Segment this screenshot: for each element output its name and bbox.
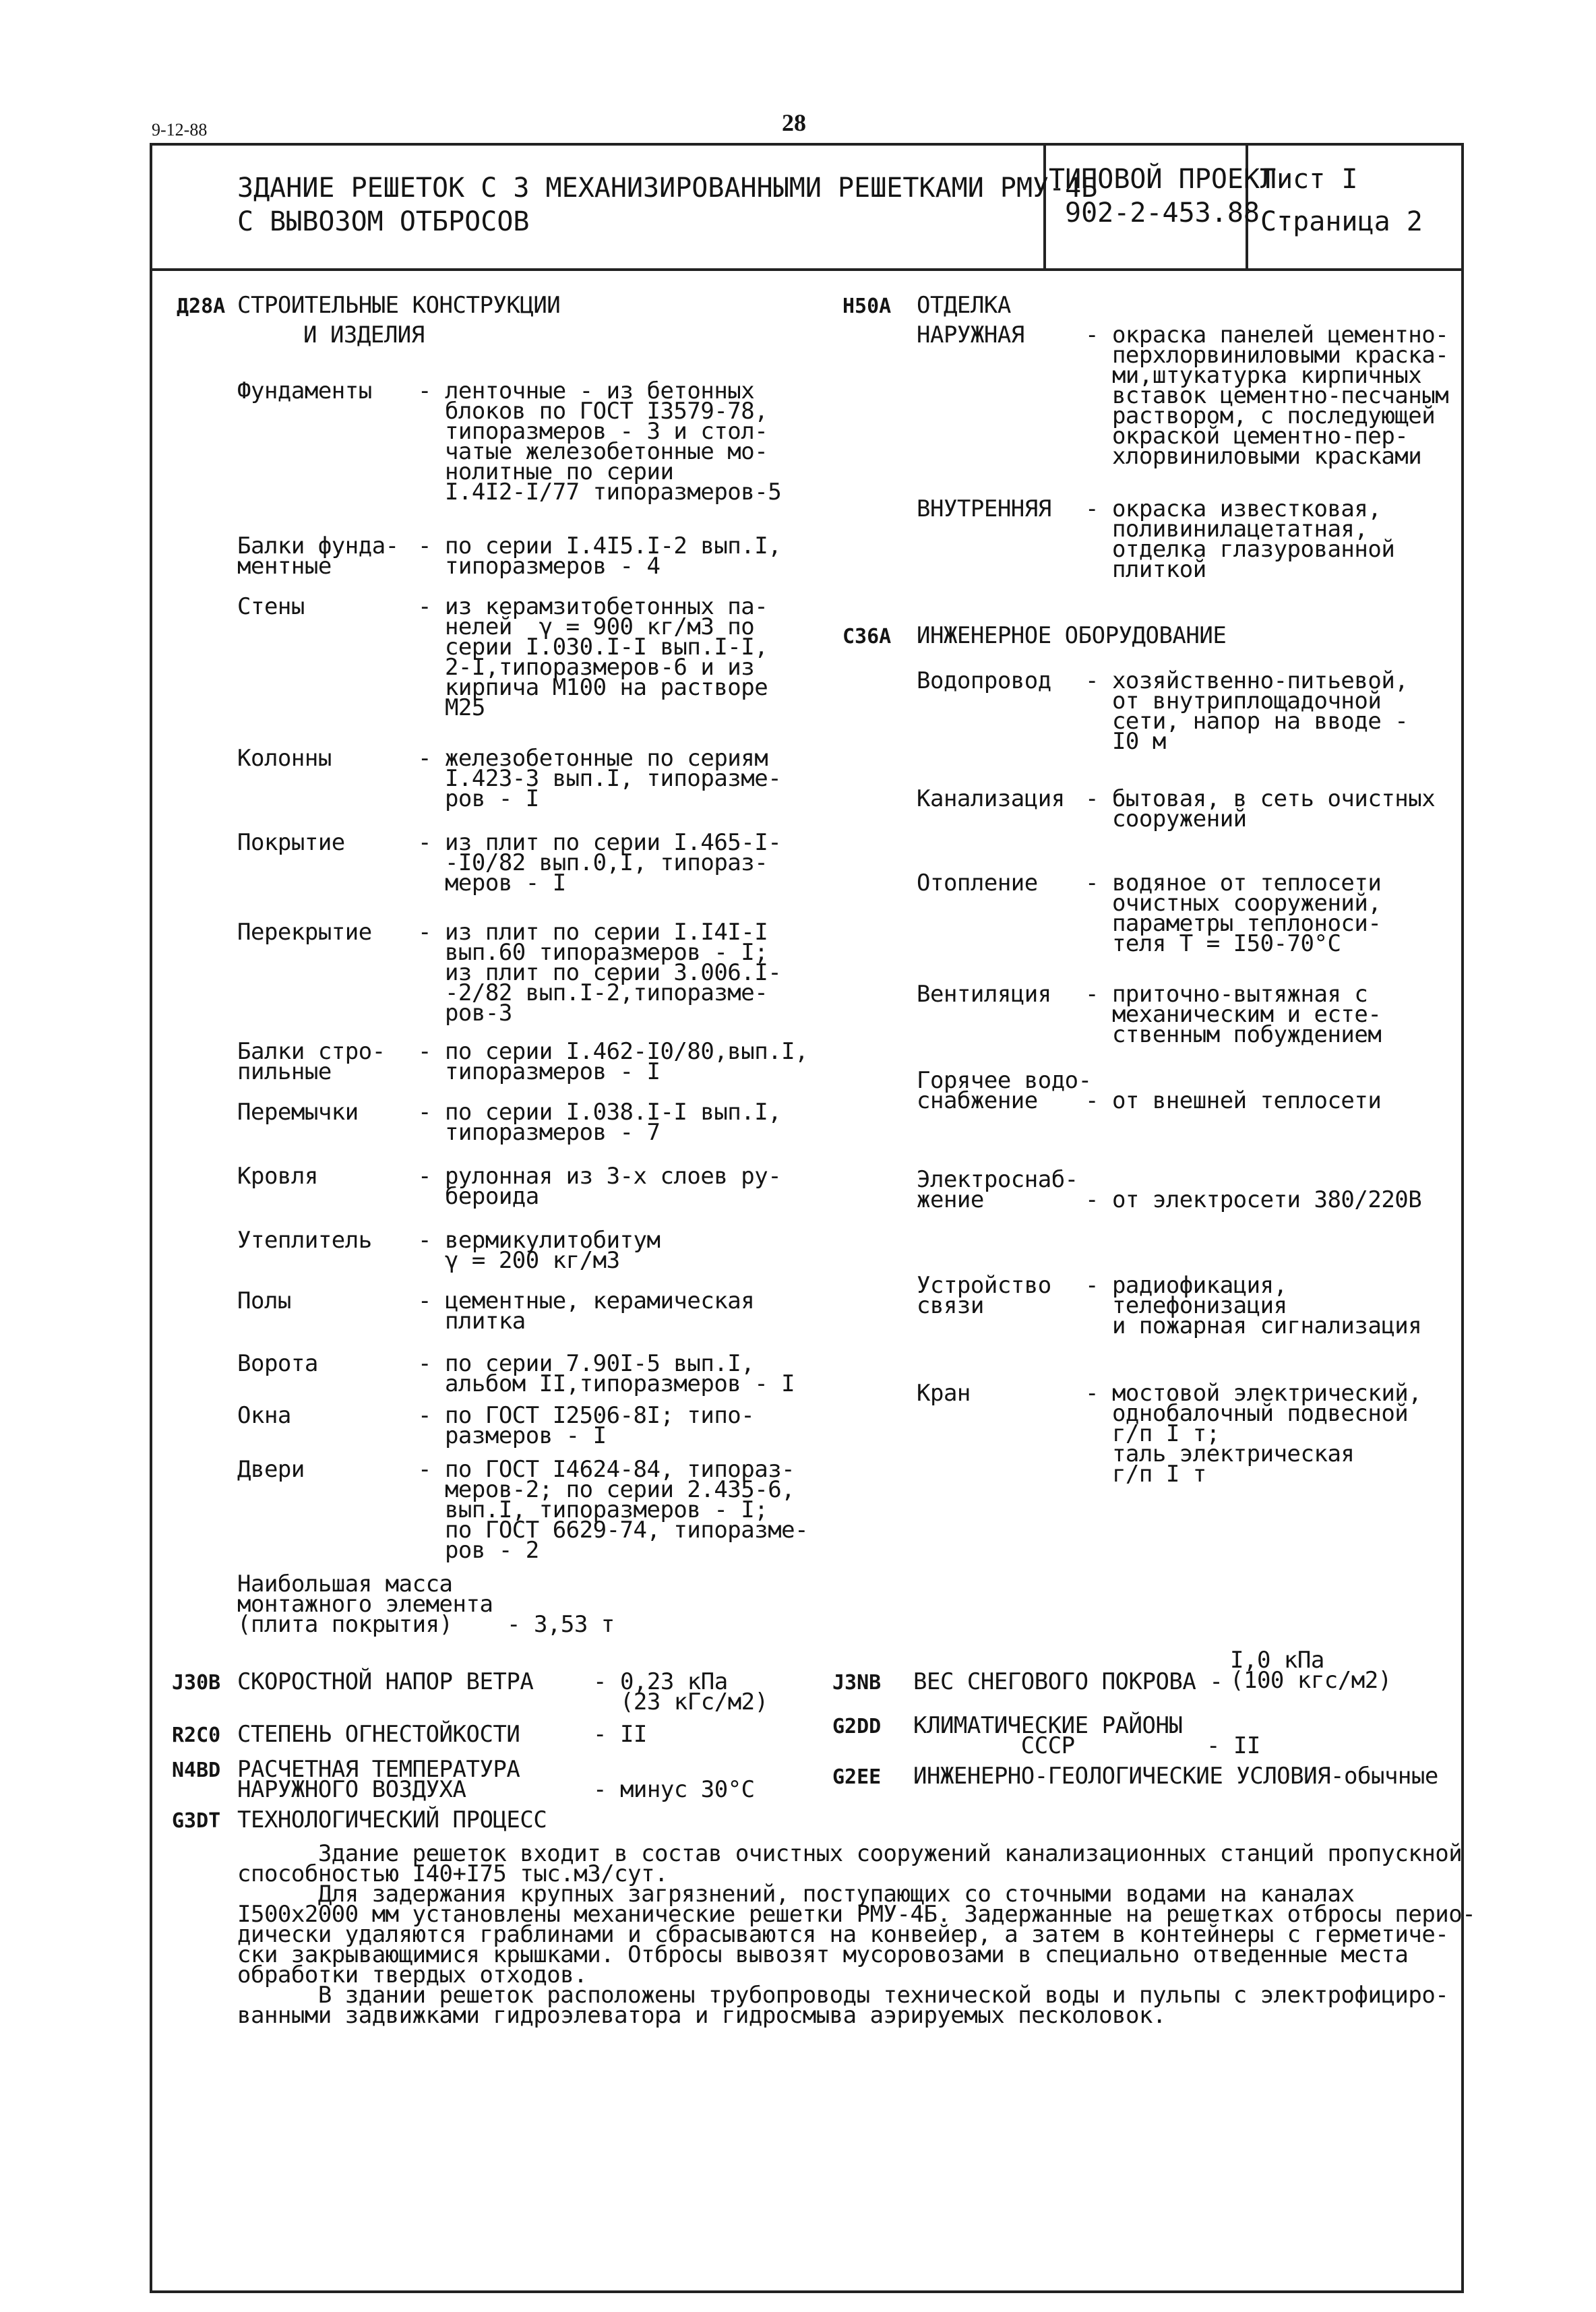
construction-text: - ленточные - из бетонных блоков по ГОСТ I3579-78, типоразмеров - 3 и стол- чатые железобетонные мо- нолитные по серии I.4I2-I/77 типоразмеров-5 <box>418 377 782 506</box>
finish-text-exterior: - окраска панелей цементно- перхлорвиниловыми краска- ми,штукатурка кирпичных вставок цементно-песчаным раствором, с последующей окраской цементно-пер- хлорвиниловыми красками <box>1085 322 1449 470</box>
engineering-label: Водопровод <box>917 667 1051 694</box>
page-number: 28 <box>782 109 806 136</box>
climate-value: - II <box>1206 1732 1260 1759</box>
construction-text: - по ГОСТ I2506-8I; типо- размеров - I <box>418 1402 755 1449</box>
fire-value: - II <box>593 1721 647 1748</box>
project-label: ТИПОВОЙ ПРОЕКТ <box>1049 164 1277 195</box>
construction-label: Утеплитель <box>237 1227 372 1254</box>
finish-label-interior: ВНУТРЕННЯЯ <box>917 495 1051 522</box>
climate-code: G2DD <box>832 1715 882 1738</box>
construction-label: Балки фунда- ментные <box>237 533 399 580</box>
temperature-value: - минус 30°С <box>593 1776 755 1803</box>
engineering-label: Электроснаб- жение <box>917 1166 1078 1213</box>
engineering-label: Горячее водо- снабжение <box>917 1067 1092 1114</box>
construction-text: - рулонная из 3-х слоев ру- бероида <box>418 1163 782 1210</box>
title-line2: С ВЫВОЗОМ ОТБРОСОВ <box>237 206 530 237</box>
title-line1: ЗДАНИЕ РЕШЕТОК С 3 МЕХАНИЗИРОВАННЫМИ РЕШЕТКАМИ РМУ-4Б <box>237 173 1098 204</box>
construction-text: - вермикулитобитум γ = 200 кг/м3 <box>418 1227 661 1274</box>
construction-text: - из плит по серии I.465-I- -I0/82 вып.0,I, типораз- меров - I <box>418 829 782 896</box>
engineering-text: - водяное от теплосети очистных сооружений, параметры теплоноси- теля Т = I50-70°С <box>1085 870 1382 957</box>
engineering-label: Кран <box>917 1380 971 1407</box>
construction-label: Перекрытие <box>237 919 372 946</box>
process-label: ТЕХНОЛОГИЧЕСКИЙ ПРОЦЕСС <box>237 1806 547 1833</box>
construction-label: Перемычки <box>237 1099 359 1126</box>
engineering-text: - хозяйственно-питьевой, от внутриплощадочной сети, напор на вводе - I0 м <box>1085 667 1409 755</box>
wind-label: СКОРОСТНОЙ НАПОР ВЕТРА <box>237 1668 534 1695</box>
engineering-text: - от электросети 380/220В <box>1085 1186 1422 1213</box>
construction-label: Двери <box>237 1456 305 1483</box>
temperature-code: N4ВD <box>172 1759 221 1782</box>
finish-label-exterior: НАРУЖНАЯ <box>917 322 1024 348</box>
section-code-construction: Д28А <box>177 295 226 318</box>
construction-text: - цементные, керамическая плитка <box>418 1287 755 1335</box>
snow-label: ВЕС СНЕГОВОГО ПОКРОВА - <box>913 1668 1223 1695</box>
construction-label: Стены <box>237 593 305 620</box>
section-title-engineering: ИНЖЕНЕРНОЕ ОБОРУДОВАНИЕ <box>917 622 1227 649</box>
page-date: 9-12-88 <box>152 120 208 140</box>
construction-label: Покрытие <box>237 829 345 856</box>
description-paragraph: Здание решеток входит в состав очистных сооружений канализационных станций пропускной способностью I40+I75 тыс.м3/сут. Для задержания крупных загрязнений, поступающих со сточными водами на каналах I500х2000 мм установлены механические решетки РМУ-4Б. Задержанные на решетках отбросы перио- дически удаляются граблинами и сбрасываются на конвейер, а затем в контейнеры с герметиче- ски закрывающимися крышками. Отбросы вывозят мусоровозами в специально отведенные места обработки твердых отходов. В здании решеток расположены трубопроводы технической воды и пульпы с электрофициро- ванными задвижками гидроэлеватора и гидросмыва аэрируемых песколовок. <box>237 1840 1476 2029</box>
process-code: G3DT <box>172 1809 221 1833</box>
mass-label: Наибольшая масса монтажного элемента (плита покрытия) <box>237 1571 493 1638</box>
engineering-text: - бытовая, в сеть очистных сооружений <box>1085 785 1436 832</box>
engineering-text: - радиофикация, телефонизация и пожарная сигнализация <box>1085 1272 1422 1339</box>
geology-code: G2ЕЕ <box>832 1765 882 1789</box>
engineering-label: Устройство связи <box>917 1272 1051 1319</box>
construction-text: - по серии I.462-I0/80,вып.I, типоразмеров - I <box>418 1038 809 1085</box>
finish-text-interior: - окраска известковая, поливинилацетатная, отделка глазурованной плиткой <box>1085 495 1395 583</box>
snow-code: J3NB <box>832 1671 882 1695</box>
section-code-finish: Н50А <box>842 295 892 318</box>
engineering-label: Отопление <box>917 870 1038 896</box>
wind-code: J30В <box>172 1671 221 1695</box>
construction-text: - по серии 7.90I-5 вып.I, альбом II,типоразмеров - I <box>418 1350 795 1397</box>
geology-label: ИНЖЕНЕРНО-ГЕОЛОГИЧЕСКИЕ УСЛОВИЯ-обычные <box>913 1763 1438 1790</box>
header-divider <box>150 268 1464 271</box>
engineering-text: - приточно-вытяжная с механическим и есте- ственным побуждением <box>1085 981 1382 1048</box>
mass-value: - 3,53 т <box>507 1611 615 1638</box>
temperature-label: РАСЧЕТНАЯ ТЕМПЕРАТУРА НАРУЖНОГО ВОЗДУХА <box>237 1756 520 1803</box>
construction-label: Колонны <box>237 745 332 772</box>
engineering-label: Вентиляция <box>917 981 1051 1008</box>
section-code-engineering: С36А <box>842 625 892 648</box>
construction-label: Ворота <box>237 1350 318 1377</box>
project-number: 902-2-453.88 <box>1065 197 1260 229</box>
construction-text: - из плит по серии I.I4I-I вып.60 типоразмеров - I; из плит по серии 3.006.I- -2/82 вып.I-2,типоразме- ров-3 <box>418 919 782 1027</box>
construction-label: Балки стро- пильные <box>237 1038 386 1085</box>
page-label: Страница 2 <box>1260 206 1423 237</box>
construction-text: - из керамзитобетонных па- нелей γ = 900 кг/м3 по серии I.030.I-I вып.I-I, 2-I,типоразмеров-6 и из кирпича М100 на растворе М25 <box>418 593 768 721</box>
construction-label: Кровля <box>237 1163 318 1190</box>
section-title-construction: СТРОИТЕЛЬНЫЕ КОНСТРУКЦИИ <box>237 292 561 319</box>
construction-label: Фундаменты <box>237 377 372 404</box>
section-title-finish: ОТДЕЛКА <box>917 292 1011 319</box>
section-subtitle-construction: И ИЗДЕЛИЯ <box>303 322 425 348</box>
sheet-number: Лист I <box>1260 164 1358 195</box>
construction-label: Полы <box>237 1287 291 1314</box>
snow-value: I,0 кПа (100 кгс/м2) <box>1230 1647 1392 1694</box>
fire-code: R2С0 <box>172 1724 221 1747</box>
wind-value: - 0,23 кПа (23 кГс/м2) <box>593 1668 768 1715</box>
engineering-text: - от внешней теплосети <box>1085 1087 1382 1114</box>
construction-text: - по серии I.038.I-I вып.I, типоразмеров - 7 <box>418 1099 782 1146</box>
climate-label: КЛИМАТИЧЕСКИЕ РАЙОНЫ СССР <box>913 1712 1183 1759</box>
header-divider-v1 <box>1043 143 1046 270</box>
construction-text: - железобетонные по сериям I.423-3 вып.I, типоразме- ров - I <box>418 745 782 812</box>
construction-text: - по ГОСТ I4624-84, типораз- меров-2; по серии 2.435-6, вып.I, типоразмеров - I; по ГОСТ 6629-74, типоразме- ров - 2 <box>418 1456 809 1564</box>
construction-label: Окна <box>237 1402 291 1429</box>
engineering-text: - мостовой электрический, однобалочный подвесной г/п I т; таль электрическая г/п I т <box>1085 1380 1422 1488</box>
engineering-label: Канализация <box>917 785 1065 812</box>
construction-text: - по серии I.4I5.I-2 вып.I, типоразмеров - 4 <box>418 533 782 580</box>
fire-label: СТЕПЕНЬ ОГНЕСТОЙКОСТИ <box>237 1721 520 1748</box>
